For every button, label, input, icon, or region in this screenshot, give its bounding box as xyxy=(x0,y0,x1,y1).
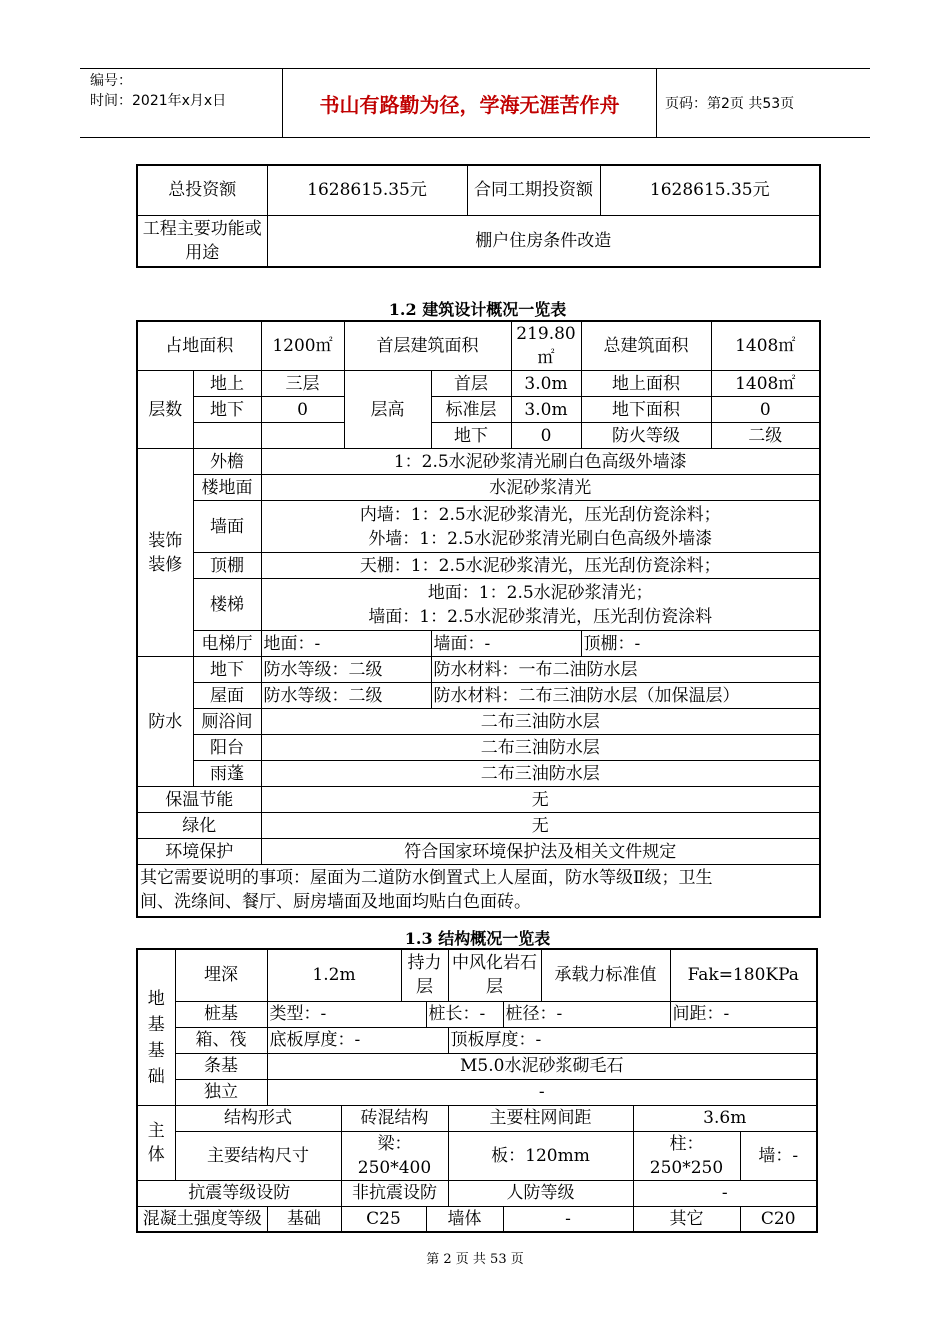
concrete-other-value: C20 xyxy=(740,1206,817,1232)
page-footer: 第 2 页 共 53 页 xyxy=(426,1252,524,1267)
standard-floor-height-label: 标准层 xyxy=(431,397,511,423)
concrete-foundation-value: C25 xyxy=(341,1206,426,1232)
wall-finish-label: 墙面 xyxy=(193,501,261,553)
isolated-foundation-label: 独立 xyxy=(175,1079,267,1105)
strip-foundation-label: 条基 xyxy=(175,1053,267,1079)
eaves-label: 外檐 xyxy=(193,449,261,475)
waterproof-label: 防水 xyxy=(137,657,193,787)
environment-value: 符合国家环境保护法及相关文件规定 xyxy=(261,839,820,865)
seismic-label: 抗震等级设防 xyxy=(137,1180,341,1206)
pile-diameter: 桩径：- xyxy=(503,1001,670,1027)
first-floor-height-value: 3.0m xyxy=(511,371,581,397)
wall-size: 墙：- xyxy=(740,1131,817,1180)
civil-defense-label: 人防等级 xyxy=(448,1180,633,1206)
empty-cell xyxy=(261,423,344,449)
contract-investment-value: 1628615.35元 xyxy=(600,165,820,215)
notes-line: 其它需要说明的事项：屋面为二道防水倒置式上人屋面，防水等级Ⅱ级；卫生 xyxy=(140,868,713,889)
above-area-value: 1408㎡ xyxy=(711,371,820,397)
contract-investment-label: 合同工期投资额 xyxy=(467,165,600,215)
foundation-label xyxy=(137,949,175,1105)
doc-number: 编号： xyxy=(90,73,132,89)
notes-line: 间、洗绦间、餐厅、厨房墙面及地面均贴白色面砖。 xyxy=(140,892,531,913)
underground-height-label: 地下 xyxy=(431,423,511,449)
total-investment-label: 总投资额 xyxy=(137,165,267,215)
depth-label: 埋深 xyxy=(175,949,267,1001)
insulation-label: 保温节能 xyxy=(137,787,261,813)
header-meta xyxy=(90,71,226,111)
doc-time: 时间：2021年x月x日 xyxy=(90,93,227,109)
empty-cell xyxy=(193,423,261,449)
below-area-label: 地下面积 xyxy=(581,397,711,423)
elevator-ceiling: 顶棚：- xyxy=(581,631,820,657)
wp-canopy-value: 二布三油防水层 xyxy=(261,761,820,787)
header-motto: 书山有路勤为径，学海无涯苦作舟 xyxy=(319,93,620,117)
environment-label: 环境保护 xyxy=(137,839,261,865)
arch-table-title: 1.2 建筑设计概况一览表 xyxy=(388,300,567,319)
underground-height-value: 0 xyxy=(511,423,581,449)
column-size: 柱：250*250 xyxy=(633,1131,740,1180)
first-floor-height-label: 首层 xyxy=(431,371,511,397)
ceiling-label: 顶棚 xyxy=(193,553,261,579)
fire-rating-label: 防火等级 xyxy=(581,423,711,449)
slab-size: 板：120mm xyxy=(448,1131,633,1180)
investment-table xyxy=(136,164,821,268)
depth-value: 1.2m xyxy=(267,949,401,1001)
greening-value: 无 xyxy=(261,813,820,839)
decoration-label: 装饰装修 xyxy=(137,449,193,657)
wall-finish-line: 外墙：1：2.5水泥砂浆清光刷白色高级外墙漆 xyxy=(368,528,713,549)
column-grid-value: 3.6m xyxy=(633,1105,817,1131)
capacity-label: 承载力标准值 xyxy=(541,949,670,1001)
above-ground-value: 三层 xyxy=(261,371,344,397)
wp-roof-material: 防水材料：二布三油防水层（加保温层） xyxy=(431,683,820,709)
foundation-label-text: 地基基础 xyxy=(147,989,165,1088)
column-grid-label: 主要柱网间距 xyxy=(448,1105,633,1131)
wp-bath-value: 二布三油防水层 xyxy=(261,709,820,735)
purpose-label: 工程主要功能或用途 xyxy=(137,215,267,267)
wall-finish-value xyxy=(261,501,820,553)
bearing-layer-label: 持力层 xyxy=(401,949,448,1001)
greening-label: 绿化 xyxy=(137,813,261,839)
concrete-wall-value: - xyxy=(503,1206,633,1232)
purpose-value: 棚户住房条件改造 xyxy=(267,215,820,267)
struct-table-title: 1.3 结构概况一览表 xyxy=(404,929,551,948)
header-page-info: 页码：第2页 共53页 xyxy=(665,96,795,112)
wall-finish-line: 内墙：1：2.5水泥砂浆清光，压光刮仿瓷涂料； xyxy=(359,504,721,525)
eaves-value: 1：2.5水泥砂浆清光刷白色高级外墙漆 xyxy=(261,449,820,475)
page-header xyxy=(80,68,870,138)
concrete-wall-label: 墙体 xyxy=(426,1206,503,1232)
floor-finish-label: 楼地面 xyxy=(193,475,261,501)
structure-table xyxy=(136,948,818,1233)
wp-under-material: 防水材料：一布二油防水层 xyxy=(431,657,820,683)
floors-label: 层数 xyxy=(137,371,193,449)
raft-bottom: 底板厚度：- xyxy=(267,1027,448,1053)
stairs-value xyxy=(261,579,820,631)
stairs-label: 楼梯 xyxy=(193,579,261,631)
arch-design-table xyxy=(136,320,821,918)
header-divider xyxy=(656,69,657,137)
main-body-label xyxy=(137,1105,175,1180)
concrete-other-label: 其它 xyxy=(633,1206,740,1232)
wp-under-label: 地下 xyxy=(193,657,261,683)
elevator-hall-label: 电梯厅 xyxy=(193,631,261,657)
bearing-layer-value: 中风化岩石层 xyxy=(448,949,541,1001)
ceiling-value: 天棚：1：2.5水泥砂浆清光，压光刮仿瓷涂料； xyxy=(261,553,820,579)
above-ground-label: 地上 xyxy=(193,371,261,397)
standard-floor-height-value: 3.0m xyxy=(511,397,581,423)
concrete-grade-label: 混凝土强度等级 xyxy=(137,1206,267,1232)
pile-label: 桩基 xyxy=(175,1001,267,1027)
pile-spacing: 间距：- xyxy=(670,1001,817,1027)
fire-rating-value: 二级 xyxy=(711,423,820,449)
wp-balcony-value: 二布三油防水层 xyxy=(261,735,820,761)
isolated-foundation-value: - xyxy=(267,1079,817,1105)
stairs-line: 地面：1：2.5水泥砂浆清光； xyxy=(427,582,653,603)
elevator-floor: 地面：- xyxy=(261,631,431,657)
below-ground-value: 0 xyxy=(261,397,344,423)
floor-height-label: 层高 xyxy=(344,371,431,449)
insulation-value: 无 xyxy=(261,787,820,813)
first-floor-area-label: 首层建筑面积 xyxy=(344,321,511,371)
wp-under-grade: 防水等级：二级 xyxy=(261,657,431,683)
concrete-foundation-label: 基础 xyxy=(267,1206,341,1232)
wp-canopy-label: 雨蓬 xyxy=(193,761,261,787)
stairs-line: 墙面：1：2.5水泥砂浆清光，压光刮仿瓷涂料 xyxy=(368,606,713,627)
beam-size: 梁：250*400 xyxy=(341,1131,448,1180)
seismic-value: 非抗震设防 xyxy=(341,1180,448,1206)
total-investment-value: 1628615.35元 xyxy=(267,165,467,215)
wp-roof-label: 屋面 xyxy=(193,683,261,709)
total-area-label: 总建筑面积 xyxy=(581,321,711,371)
pile-length: 桩长：- xyxy=(426,1001,503,1027)
floor-finish-value: 水泥砂浆清光 xyxy=(261,475,820,501)
strip-foundation-value: M5.0水泥砂浆砌毛石 xyxy=(267,1053,817,1079)
structure-form-label: 结构形式 xyxy=(175,1105,341,1131)
main-body-label-text: 主体 xyxy=(147,1120,165,1165)
land-area-value: 1200㎡ xyxy=(261,321,344,371)
raft-top: 顶板厚度：- xyxy=(448,1027,817,1053)
elevator-wall: 墙面：- xyxy=(431,631,581,657)
wp-bath-label: 厕浴间 xyxy=(193,709,261,735)
main-size-label: 主要结构尺寸 xyxy=(175,1131,341,1180)
wp-balcony-label: 阳台 xyxy=(193,735,261,761)
pile-type: 类型：- xyxy=(267,1001,426,1027)
above-area-label: 地上面积 xyxy=(581,371,711,397)
civil-defense-value: - xyxy=(633,1180,817,1206)
capacity-value: Fak=180KPa xyxy=(670,949,817,1001)
total-area-value: 1408㎡ xyxy=(711,321,820,371)
below-ground-label: 地下 xyxy=(193,397,261,423)
land-area-label: 占地面积 xyxy=(137,321,261,371)
below-area-value: 0 xyxy=(711,397,820,423)
raft-label: 箱、筏 xyxy=(175,1027,267,1053)
wp-roof-grade: 防水等级：二级 xyxy=(261,683,431,709)
first-floor-area-value: 219.80㎡ xyxy=(511,321,581,371)
structure-form-value: 砖混结构 xyxy=(341,1105,448,1131)
other-notes xyxy=(137,865,820,917)
